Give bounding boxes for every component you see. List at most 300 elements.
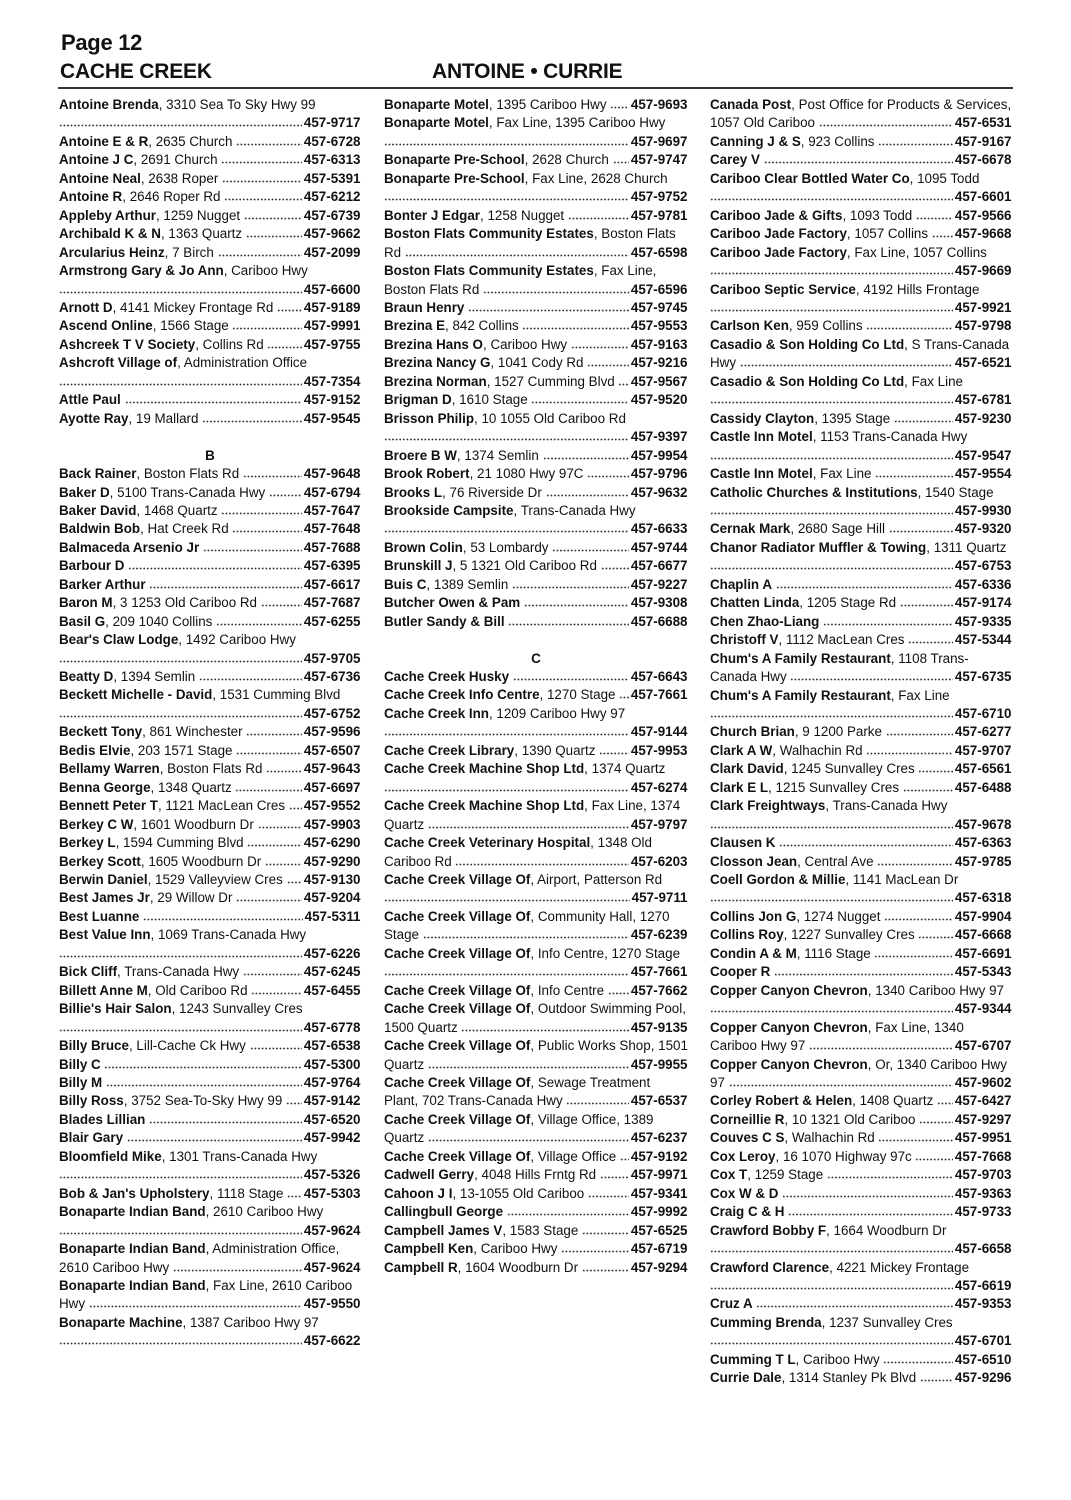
header-divider bbox=[58, 87, 1013, 89]
phone-number: 457-6239 bbox=[630, 927, 688, 943]
dot-leader bbox=[246, 228, 302, 238]
listing-address: , 1374 Quartz bbox=[584, 761, 665, 776]
phone-number: 457-9204 bbox=[303, 890, 361, 906]
dot-leader bbox=[287, 1188, 302, 1198]
listing-address: , Administration Office, 2610 Cariboo Hwy bbox=[59, 1241, 339, 1274]
phone-number: 457-6622 bbox=[303, 1333, 361, 1349]
phone-number: 457-9796 bbox=[630, 466, 688, 482]
dot-leader bbox=[384, 136, 629, 146]
dot-leader bbox=[916, 210, 953, 220]
listing-address: , 1363 Quartz bbox=[161, 226, 242, 241]
dot-leader bbox=[710, 1335, 953, 1345]
listing-entry bbox=[384, 114, 688, 151]
listing-name: Cariboo Clear Bottled Water Co bbox=[710, 170, 910, 186]
listing-entry bbox=[710, 225, 1012, 243]
dot-leader bbox=[874, 948, 952, 958]
listing-name: Cariboo Septic Service bbox=[710, 281, 856, 297]
phone-number: 457-6245 bbox=[303, 964, 361, 980]
listing-entry bbox=[59, 982, 361, 1000]
dot-leader bbox=[619, 689, 629, 699]
listing-entry bbox=[59, 594, 361, 612]
phone-number: 457-9954 bbox=[630, 447, 688, 463]
listing-name: Cariboo Jade Factory bbox=[710, 226, 847, 242]
phone-number: 457-9745 bbox=[630, 299, 688, 315]
dot-leader bbox=[710, 819, 953, 829]
listing-entry bbox=[384, 225, 688, 262]
listing-name: Cache Creek Library bbox=[384, 742, 515, 758]
listing-entry bbox=[59, 1277, 361, 1314]
listing-name: Ayotte Ray bbox=[59, 410, 129, 426]
listing-address: , 1274 Nugget bbox=[796, 909, 880, 924]
listing-entry bbox=[710, 317, 1012, 335]
listing-address: , 4221 Mickey Frontage bbox=[829, 1260, 969, 1275]
listing-entry bbox=[384, 96, 688, 114]
listing-entry bbox=[710, 1166, 1012, 1184]
phone-number: 457-6395 bbox=[303, 558, 361, 574]
listing-address: , 1301 Trans-Canada Hwy bbox=[162, 1149, 318, 1164]
phone-number: 457-6619 bbox=[954, 1278, 1012, 1293]
phone-number: 457-5303 bbox=[303, 1185, 361, 1201]
listing-name: Bedis Elvie bbox=[59, 742, 131, 758]
listing-entry bbox=[710, 1129, 1012, 1147]
listing-address: , Fax Line bbox=[813, 466, 872, 481]
phone-number: 457-9189 bbox=[303, 299, 361, 315]
phone-number: 457-6313 bbox=[303, 152, 361, 168]
listing-entry bbox=[59, 686, 361, 723]
dot-leader bbox=[59, 284, 302, 294]
listing-name: Bick Cliff bbox=[59, 964, 118, 980]
listing-entry bbox=[59, 668, 361, 686]
listing-entry bbox=[710, 170, 1012, 207]
dot-leader bbox=[908, 634, 953, 644]
listing-entry bbox=[384, 391, 688, 409]
phone-number: 457-9297 bbox=[954, 1111, 1012, 1127]
listing-address: , 1540 Stage bbox=[918, 485, 994, 500]
listing-name: Baker D bbox=[59, 484, 110, 500]
listing-entry bbox=[59, 1111, 361, 1129]
listing-name: Cache Creek Village Of bbox=[384, 982, 531, 998]
listing-entry bbox=[59, 834, 361, 852]
listing-address: , Fax Line, 1395 Cariboo Hwy bbox=[489, 115, 665, 130]
listing-entry bbox=[59, 1203, 361, 1240]
listing-entry bbox=[384, 1074, 688, 1111]
listing-entry bbox=[384, 871, 688, 908]
dot-leader bbox=[588, 1188, 629, 1198]
listing-entry bbox=[710, 1148, 1012, 1166]
listing-address: , 1259 Stage bbox=[747, 1167, 823, 1182]
dot-leader bbox=[289, 800, 302, 810]
phone-number: 457-5300 bbox=[303, 1056, 361, 1072]
phone-number: 457-6290 bbox=[303, 835, 361, 851]
listing-address: , Airport, Patterson Rd bbox=[530, 872, 662, 887]
phone-number: 457-9135 bbox=[630, 1019, 688, 1035]
listing-entry bbox=[710, 281, 1012, 318]
listing-entry bbox=[59, 170, 361, 188]
dot-leader bbox=[384, 726, 629, 736]
dot-leader bbox=[384, 892, 630, 902]
listing-address: , Fax Line, 1340 Cariboo Hwy 97 bbox=[710, 1020, 964, 1053]
phone-number: 457-9648 bbox=[303, 466, 361, 482]
dot-leader bbox=[243, 468, 302, 478]
listing-name: Catholic Churches & Institutions bbox=[710, 484, 918, 500]
phone-number: 457-6643 bbox=[630, 669, 688, 685]
listing-name: Carey V bbox=[710, 152, 760, 168]
listing-address: , 1664 Woodburn Dr bbox=[826, 1223, 946, 1238]
listing-entry bbox=[710, 207, 1012, 225]
listing-address: , Trans-Canada Hwy bbox=[117, 964, 239, 979]
listing-name: Brookside Campsite bbox=[384, 502, 514, 518]
listing-entry bbox=[59, 631, 361, 668]
listing-name: Buis C bbox=[384, 576, 427, 592]
listing-name: Bonaparte Indian Band bbox=[59, 1204, 206, 1220]
listing-address: , 923 Collins bbox=[801, 134, 875, 149]
dot-leader bbox=[384, 431, 629, 441]
phone-number: 457-9697 bbox=[630, 133, 688, 149]
listing-name: Chum's A Family Restaurant bbox=[710, 650, 891, 666]
phone-number: 457-6668 bbox=[954, 927, 1012, 943]
phone-number: 457-9798 bbox=[954, 318, 1012, 334]
listing-address: , 4048 Hills Frntg Rd bbox=[474, 1167, 596, 1182]
listing-address: , 9 1200 Parke bbox=[795, 724, 882, 739]
dot-leader bbox=[878, 136, 953, 146]
dot-leader bbox=[524, 597, 629, 607]
listing-name: Berkey L bbox=[59, 835, 116, 851]
phone-number: 457-6520 bbox=[303, 1111, 361, 1127]
listing-name: Billy Ross bbox=[59, 1093, 124, 1109]
dot-leader bbox=[889, 523, 953, 533]
phone-number: 457-6318 bbox=[954, 890, 1012, 906]
dot-leader bbox=[788, 1206, 953, 1216]
listing-entry bbox=[384, 1166, 688, 1184]
dot-leader bbox=[59, 117, 302, 127]
listing-address: , 1121 MacLean Cres bbox=[158, 798, 285, 813]
listing-entry bbox=[710, 1203, 1012, 1221]
phone-number: 457-9227 bbox=[630, 576, 688, 592]
phone-number: 457-9903 bbox=[303, 816, 361, 832]
listing-address: , Walhachin Rd bbox=[772, 743, 862, 758]
dot-leader bbox=[710, 265, 953, 275]
phone-number: 457-9290 bbox=[303, 853, 361, 869]
phone-number: 457-9955 bbox=[630, 1056, 688, 1072]
dot-leader bbox=[571, 339, 629, 349]
listing-address: , Administration Office bbox=[177, 355, 307, 370]
dot-leader bbox=[582, 1262, 629, 1272]
listing-entry bbox=[384, 465, 688, 483]
listing-entry bbox=[59, 779, 361, 797]
listing-name: Benna George bbox=[59, 779, 151, 795]
phone-number: 457-9335 bbox=[954, 613, 1012, 629]
listing-entry bbox=[710, 926, 1012, 944]
listing-name: Antoine Brenda bbox=[59, 97, 159, 112]
listing-name: Carlson Ken bbox=[710, 318, 789, 334]
listing-address: , 1583 Stage bbox=[502, 1223, 578, 1238]
listing-entry bbox=[384, 760, 688, 797]
dot-leader bbox=[222, 173, 302, 183]
dot-leader bbox=[246, 726, 302, 736]
listing-entry bbox=[384, 594, 688, 612]
listing-address: , 29 Willow Dr bbox=[150, 890, 233, 905]
listing-entry bbox=[710, 244, 1012, 281]
dot-leader bbox=[600, 1169, 629, 1179]
dot-leader bbox=[247, 837, 302, 847]
listing-address: , 1057 Collins bbox=[847, 226, 928, 241]
listing-entry bbox=[710, 1295, 1012, 1313]
listing-name: Castle Inn Motel bbox=[710, 429, 813, 445]
listing-address: , Trans-Canada Hwy bbox=[825, 798, 947, 813]
listing-name: Clark David bbox=[710, 761, 784, 777]
listing-address: , 1095 Todd bbox=[910, 171, 980, 186]
listing-address: , Trans-Canada Hwy bbox=[513, 503, 635, 518]
dot-leader bbox=[613, 154, 629, 164]
listing-name: Billie's Hair Salon bbox=[59, 1001, 172, 1017]
dot-leader bbox=[104, 1059, 302, 1069]
listing-name: Brook Robert bbox=[384, 466, 470, 482]
dot-leader bbox=[774, 966, 953, 976]
listing-entry bbox=[59, 963, 361, 981]
listing-address: , Collins Rd bbox=[195, 337, 263, 352]
phone-number: 457-6728 bbox=[303, 133, 361, 149]
listing-name: Baker David bbox=[59, 502, 137, 518]
dot-leader bbox=[265, 856, 302, 866]
phone-number: 457-9781 bbox=[630, 207, 688, 223]
listing-entry bbox=[59, 1056, 361, 1074]
dot-leader bbox=[106, 1077, 302, 1087]
dot-leader bbox=[920, 1372, 953, 1382]
phone-number: 457-9520 bbox=[630, 392, 688, 408]
listing-entry bbox=[384, 539, 688, 557]
dot-leader bbox=[59, 1335, 302, 1345]
listing-entry bbox=[59, 244, 361, 262]
listing-entry bbox=[710, 853, 1012, 871]
phone-number: 457-6697 bbox=[303, 779, 361, 795]
listing-entry bbox=[384, 686, 688, 704]
phone-number: 457-9693 bbox=[630, 97, 688, 112]
dot-leader bbox=[232, 320, 301, 330]
dot-leader bbox=[740, 357, 953, 367]
dot-leader bbox=[710, 892, 953, 902]
listing-entry bbox=[59, 207, 361, 225]
listing-entry bbox=[710, 484, 1012, 521]
dot-leader bbox=[428, 1132, 629, 1142]
listing-entry bbox=[384, 797, 688, 834]
listing-address: , Public Works Shop, 1501 Quartz bbox=[384, 1038, 688, 1071]
phone-number: 457-6752 bbox=[303, 705, 361, 721]
listing-entry bbox=[710, 465, 1012, 483]
page-number: Page 12 bbox=[61, 30, 143, 55]
phone-number: 457-9596 bbox=[303, 724, 361, 740]
dot-leader bbox=[884, 911, 953, 921]
listing-entry bbox=[59, 391, 361, 409]
dot-leader bbox=[566, 1095, 629, 1105]
listing-entry bbox=[384, 1037, 688, 1074]
phone-number: 457-9294 bbox=[630, 1259, 688, 1275]
listing-entry bbox=[384, 447, 688, 465]
listing-name: Bonaparte Indian Band bbox=[59, 1277, 206, 1293]
listing-address: , 5 1321 Old Cariboo Rd bbox=[452, 558, 596, 573]
listing-name: Bonaparte Pre-School bbox=[384, 170, 525, 186]
listing-name: Bonaparte Indian Band bbox=[59, 1241, 206, 1257]
dot-leader bbox=[937, 1095, 953, 1105]
listing-address: , 16 1070 Highway 97c bbox=[775, 1149, 911, 1164]
listing-name: Bonaparte Machine bbox=[59, 1314, 183, 1330]
dot-leader bbox=[710, 1003, 953, 1013]
listing-entry bbox=[384, 742, 688, 760]
listing-address: , 1594 Cumming Blvd bbox=[116, 835, 244, 850]
phone-number: 457-9744 bbox=[630, 539, 688, 555]
listing-entry bbox=[59, 908, 361, 926]
listing-name: Balmaceda Arsenio Jr bbox=[59, 539, 200, 555]
listing-name: Brezina E bbox=[384, 318, 446, 334]
phone-number: 457-5311 bbox=[304, 908, 361, 924]
listing-address: , 1209 Cariboo Hwy 97 bbox=[489, 706, 625, 721]
listing-entry bbox=[384, 1111, 688, 1148]
dot-leader bbox=[455, 856, 628, 866]
listing-entry bbox=[710, 133, 1012, 151]
listing-entry bbox=[384, 207, 688, 225]
listing-address: , Walhachin Rd bbox=[784, 1130, 874, 1145]
dot-leader bbox=[756, 1298, 953, 1308]
dot-leader bbox=[710, 560, 953, 570]
dot-leader bbox=[710, 394, 953, 404]
listing-name: Brigman D bbox=[384, 392, 452, 408]
phone-number: 457-9567 bbox=[630, 373, 688, 389]
listing-entry bbox=[710, 908, 1012, 926]
phone-number: 457-9363 bbox=[954, 1185, 1012, 1201]
listing-entry bbox=[59, 723, 361, 741]
listing-entry bbox=[384, 705, 688, 742]
dot-leader bbox=[779, 837, 953, 847]
listing-entry bbox=[59, 613, 361, 631]
phone-number: 457-2099 bbox=[303, 244, 361, 260]
listing-name: Canada Post bbox=[710, 97, 792, 112]
dot-leader bbox=[522, 320, 628, 330]
listing-address: , 1604 Woodburn Dr bbox=[458, 1260, 578, 1275]
phone-number: 457-6739 bbox=[303, 207, 361, 223]
listing-name: Cache Creek Village Of bbox=[384, 1038, 531, 1054]
phone-number: 457-9152 bbox=[303, 392, 361, 408]
listing-address: , 1394 Semlin bbox=[113, 669, 195, 684]
phone-number: 457-9662 bbox=[303, 226, 361, 242]
listing-name: Berwin Daniel bbox=[59, 872, 148, 888]
listing-address: , S Trans-Canada Hwy bbox=[710, 337, 1009, 370]
listing-entry bbox=[384, 1240, 688, 1258]
listing-name: Arcularius Heinz bbox=[59, 244, 165, 260]
listing-address: , Cariboo Hwy bbox=[224, 263, 308, 278]
listing-name: Cumming Brenda bbox=[710, 1314, 822, 1330]
dot-leader bbox=[710, 450, 953, 460]
listing-name: Baldwin Bob bbox=[59, 521, 141, 537]
listing-address: , 1153 Trans-Canada Hwy bbox=[813, 429, 968, 444]
listing-name: Archibald K & N bbox=[59, 226, 161, 242]
listing-entry bbox=[59, 317, 361, 335]
phone-number: 457-9678 bbox=[954, 816, 1012, 832]
phone-number: 457-6778 bbox=[303, 1019, 361, 1035]
listing-name: Bob & Jan's Upholstery bbox=[59, 1185, 210, 1201]
dot-leader bbox=[508, 616, 629, 626]
phone-number: 457-9320 bbox=[954, 521, 1012, 537]
phone-number: 457-9921 bbox=[954, 299, 1012, 315]
dot-leader bbox=[405, 247, 629, 257]
listing-address: , 1610 Stage bbox=[452, 392, 528, 407]
listing-address: , Cariboo Hwy bbox=[473, 1241, 557, 1256]
listing-entry bbox=[710, 373, 1012, 410]
dot-leader bbox=[468, 302, 629, 312]
listing-name: Bonter J Edgar bbox=[384, 207, 480, 223]
dot-leader bbox=[568, 210, 629, 220]
listing-entry bbox=[59, 151, 361, 169]
listing-address: , 1395 Stage bbox=[814, 411, 890, 426]
listing-name: Corneillie R bbox=[710, 1111, 785, 1127]
phone-number: 457-6691 bbox=[954, 945, 1012, 961]
phone-number: 457-5326 bbox=[303, 1167, 361, 1183]
listing-address: , 1069 Trans-Canada Hwy bbox=[151, 927, 307, 942]
phone-number: 457-9991 bbox=[303, 318, 361, 334]
listing-address: , 2635 Church bbox=[148, 134, 232, 149]
phone-number: 457-9971 bbox=[630, 1167, 688, 1183]
dot-leader bbox=[552, 542, 629, 552]
listing-address: , 1116 Stage bbox=[797, 946, 871, 961]
listing-name: Cahoon J I bbox=[384, 1185, 453, 1201]
dot-leader bbox=[277, 302, 302, 312]
listing-name: Beatty D bbox=[59, 669, 114, 685]
listing-entry bbox=[384, 1203, 688, 1221]
dot-leader bbox=[886, 726, 953, 736]
phone-number: 457-9192 bbox=[630, 1148, 688, 1164]
listing-name: Copper Canyon Chevron bbox=[710, 982, 868, 998]
phone-number: 457-6203 bbox=[630, 853, 688, 869]
phone-number: 457-6525 bbox=[630, 1222, 688, 1238]
listing-address: , 13-1055 Old Cariboo bbox=[452, 1186, 584, 1201]
phone-number: 457-7688 bbox=[303, 539, 361, 555]
dot-leader bbox=[423, 929, 629, 939]
listing-entry bbox=[59, 225, 361, 243]
dot-leader bbox=[918, 763, 952, 773]
listing-entry bbox=[59, 1074, 361, 1092]
dot-leader bbox=[125, 394, 302, 404]
dot-leader bbox=[384, 966, 629, 976]
listing-address: , Old Cariboo Rd bbox=[148, 983, 248, 998]
listing-name: Clark Freightways bbox=[710, 798, 826, 814]
listing-entry bbox=[710, 1056, 1012, 1093]
listing-name: Callingbull George bbox=[384, 1204, 504, 1220]
section-letter-heading: C bbox=[531, 650, 541, 666]
listing-address: , 7 Birch bbox=[165, 245, 214, 260]
dot-leader bbox=[610, 99, 629, 109]
listing-entry bbox=[384, 299, 688, 317]
listing-address: , 842 Collins bbox=[445, 318, 519, 333]
listing-name: Crawford Bobby F bbox=[710, 1222, 827, 1238]
listing-address: , 1259 Nugget bbox=[156, 208, 240, 223]
listing-address: , 3310 Sea To Sky Hwy 99 bbox=[159, 97, 316, 112]
listing-address: , Fax Line, Boston Flats Rd bbox=[384, 263, 656, 296]
listing-entry bbox=[710, 834, 1012, 852]
listing-address: , 1112 MacLean Cres bbox=[778, 632, 904, 647]
phone-number: 457-6617 bbox=[303, 576, 361, 592]
listing-entry bbox=[710, 742, 1012, 760]
listing-name: Cariboo Jade & Gifts bbox=[710, 207, 843, 223]
phone-number: 457-9296 bbox=[954, 1370, 1012, 1386]
listing-entry bbox=[384, 151, 688, 169]
listing-address: , 76 Riverside Dr bbox=[442, 485, 542, 500]
dot-leader bbox=[512, 579, 629, 589]
listing-address: , 53 Lombardy bbox=[463, 540, 549, 555]
phone-number: 457-9703 bbox=[954, 1167, 1012, 1183]
listing-address: , 1395 Cariboo Hwy bbox=[489, 97, 607, 112]
listing-name: Closson Jean bbox=[710, 853, 798, 869]
listing-address: , 1605 Woodburn Dr bbox=[141, 854, 261, 869]
listing-address: , 1243 Sunvalley Cres bbox=[172, 1001, 303, 1016]
dot-leader bbox=[878, 1132, 952, 1142]
